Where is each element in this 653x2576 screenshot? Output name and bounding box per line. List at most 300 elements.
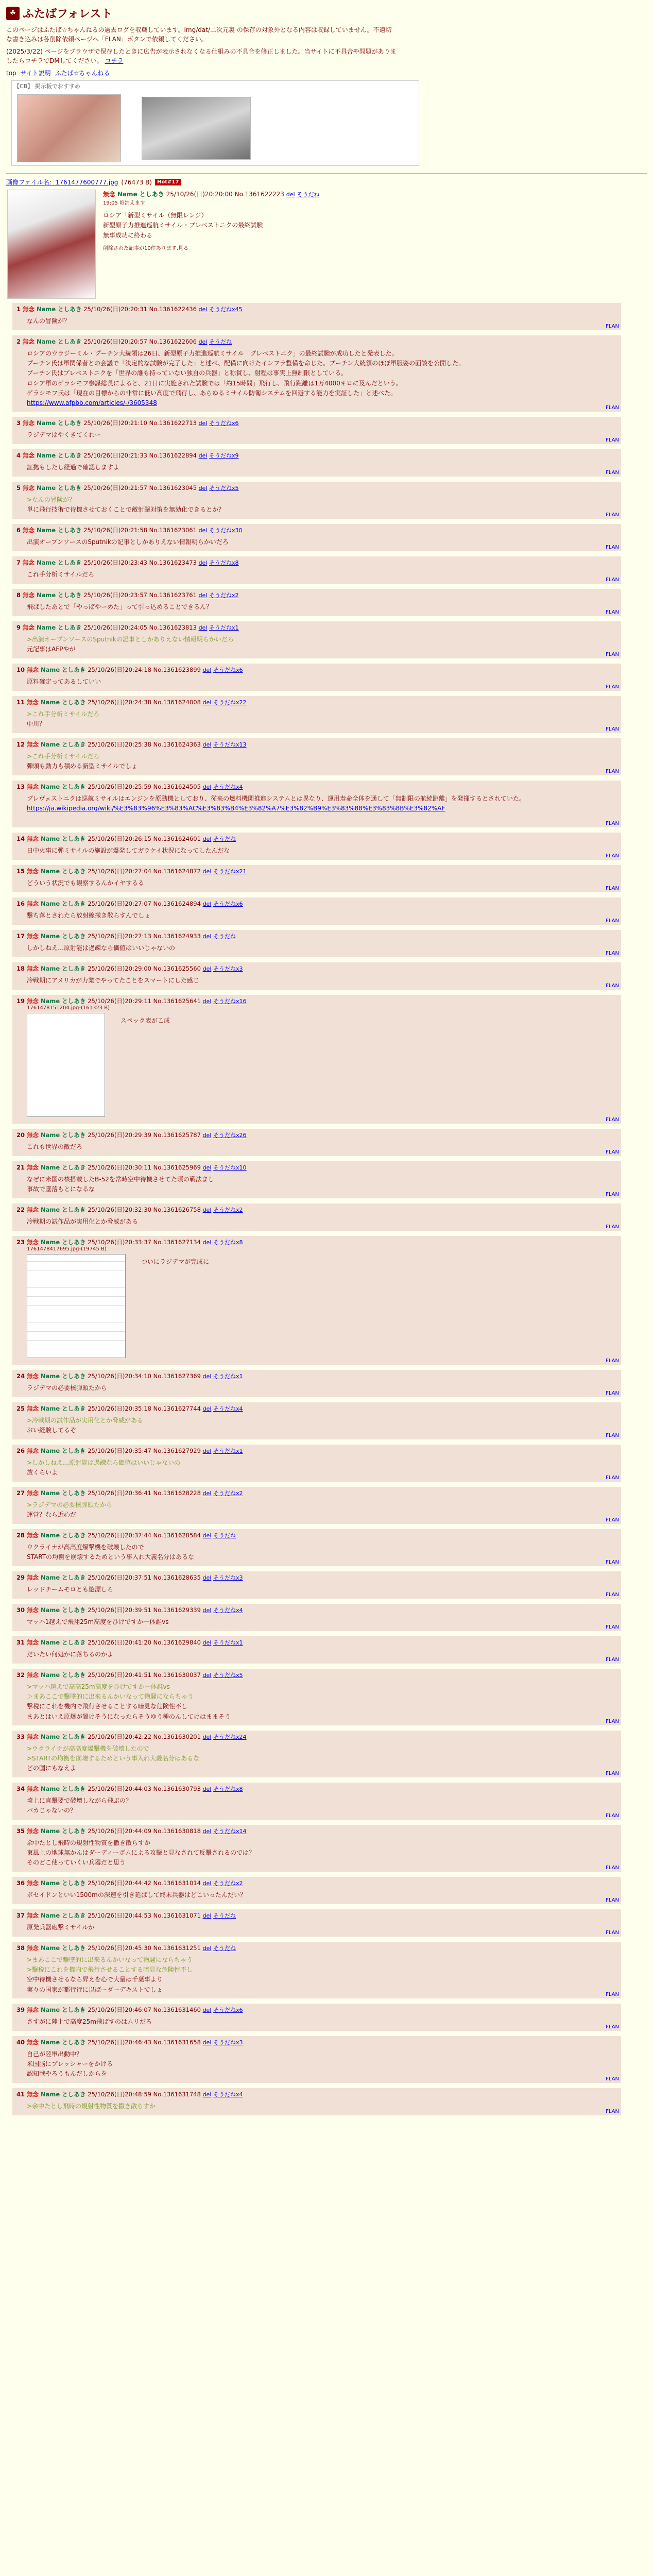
text-line: ついにラジデマが完成に	[141, 1258, 210, 1265]
reply-post	[12, 335, 621, 412]
reply-name: Name としあき	[41, 1671, 88, 1679]
reply-name: Name としあき	[41, 1239, 88, 1246]
reply-sodane-button[interactable]: そうだねx8	[209, 560, 239, 566]
report-button[interactable]: FLAN	[606, 951, 619, 956]
reply-subject: 無念	[27, 1164, 41, 1171]
reply-index: 25	[16, 1405, 27, 1412]
report-button[interactable]: FLAN	[606, 1992, 619, 1997]
reply-sodane-button[interactable]: そうだねx3	[213, 2039, 243, 2046]
reply-text	[27, 316, 617, 326]
thread-file-bar	[0, 178, 653, 187]
reply-subject: 無念	[27, 1606, 41, 1614]
reply-text	[27, 794, 617, 814]
ad-banner[interactable]	[11, 80, 419, 166]
thread-filesize: (76473 B)	[121, 178, 152, 186]
ad-label: 【CB】 掲示板でおすすめ	[14, 83, 80, 90]
reply-list	[12, 303, 621, 2115]
report-button[interactable]: FLAN	[606, 1517, 619, 1523]
reply-del-link[interactable]: del	[202, 1448, 212, 1454]
report-button[interactable]: FLAN	[606, 1930, 619, 1936]
reply-sodane-button[interactable]: そうだねx1	[213, 1639, 243, 1646]
op-expiry: 19:05 頃消えます	[103, 200, 145, 207]
reply-number: No.1361630201	[153, 1733, 203, 1740]
reply-sodane-button[interactable]: そうだねx9	[209, 452, 239, 459]
report-button[interactable]: FLAN	[606, 2076, 619, 2082]
reply-index: 27	[16, 1489, 27, 1497]
reply-sodane-button[interactable]: そうだねx3	[213, 1574, 243, 1581]
reply-post	[12, 1669, 621, 1725]
reply-text	[27, 846, 617, 856]
reply-del-link[interactable]: del	[198, 485, 208, 492]
reply-date: 25/10/26(日)20:35:18	[88, 1405, 153, 1412]
text-line: 原料確定ってあるしていい	[27, 678, 101, 685]
reply-post	[12, 962, 621, 990]
reply-text	[121, 1016, 170, 1117]
reply-number: No.1361622713	[149, 419, 199, 427]
report-button[interactable]: FLAN	[606, 1771, 619, 1776]
reply-number: No.1361623473	[149, 559, 199, 566]
reply-sodane-button[interactable]: そうだねx1	[213, 1448, 243, 1454]
reply-sodane-button[interactable]: そうだねx45	[209, 306, 243, 313]
reply-del-link[interactable]: del	[202, 2039, 212, 2046]
reply-sodane-button[interactable]: そうだねx1	[209, 624, 239, 631]
reply-header	[16, 1131, 617, 1139]
reply-subject: 無念	[27, 1574, 41, 1581]
reply-sodane-button[interactable]: そうだね	[213, 1945, 236, 1952]
reply-subject: 無念	[27, 1206, 41, 1213]
reply-text	[27, 878, 617, 888]
reply-sodane-button[interactable]: そうだねx10	[213, 1164, 247, 1171]
reply-index: 17	[16, 933, 27, 940]
reply-del-link[interactable]: del	[202, 1734, 212, 1740]
text-line: 余中たとし飛時の規射性物質を撒き散らすか	[27, 1839, 151, 1846]
reply-subject: 無念	[27, 1405, 41, 1412]
reply-del-link[interactable]: del	[202, 1880, 212, 1887]
report-button[interactable]: FLAN	[606, 1358, 619, 1364]
reply-header	[16, 932, 617, 940]
nav-top-link[interactable]: top	[6, 70, 16, 77]
nav-futaba-link[interactable]: ふたば☆ちゃんねる	[55, 70, 110, 77]
text-line: おい経験してるぞ	[27, 1427, 77, 1434]
text-line: STARTの均衡を崩壊するためという事入れ大義名分はあるな	[27, 1553, 195, 1561]
reply-post	[12, 621, 621, 658]
reply-date: 25/10/26(日)20:35:47	[88, 1447, 153, 1454]
reply-number: No.1361629339	[153, 1606, 203, 1614]
op-header	[103, 190, 319, 199]
quote-line: >ラジデマの必要核弾頭たから	[27, 1501, 113, 1509]
reply-header	[16, 997, 617, 1005]
reply-del-link[interactable]: del	[202, 836, 212, 842]
report-button[interactable]: FLAN	[606, 1592, 619, 1598]
reply-del-link[interactable]: del	[202, 1132, 212, 1139]
reply-del-link[interactable]: del	[198, 592, 208, 599]
reply-name: Name としあき	[41, 741, 88, 748]
reply-del-link[interactable]: del	[202, 901, 212, 907]
reply-del-link[interactable]: del	[202, 699, 212, 706]
reply-subject: 無念	[27, 835, 41, 842]
reply-header	[16, 1206, 617, 1214]
text-line: これも世界の敵だろ	[27, 1143, 83, 1150]
op-text	[103, 211, 319, 241]
report-button[interactable]: FLAN	[606, 769, 619, 774]
text-line: バカじゃないの？	[27, 1807, 77, 1815]
reply-header	[16, 1372, 617, 1380]
reply-index: 34	[16, 1785, 27, 1792]
reply-text	[27, 1796, 617, 1816]
reply-subject: 無念	[27, 1639, 41, 1646]
report-button[interactable]: FLAN	[606, 545, 619, 550]
reply-post	[12, 2036, 621, 2083]
quote-line: >出演オープンソースのSputnikの記事としかありえない情報明らかいだろ	[27, 636, 234, 643]
reply-number: No.1361625787	[153, 1131, 203, 1139]
reply-sodane-button[interactable]: そうだねx4	[213, 1405, 243, 1412]
reply-post	[12, 833, 621, 860]
reply-del-link[interactable]: del	[202, 784, 212, 790]
reply-sodane-button[interactable]: そうだねx1	[213, 1373, 243, 1380]
reply-sodane-button[interactable]: そうだねx16	[213, 998, 247, 1005]
reply-sodane-button[interactable]: そうだねx2	[213, 1207, 243, 1213]
reply-index: 20	[16, 1131, 27, 1139]
reply-del-link[interactable]: del	[198, 624, 208, 631]
reply-del-link[interactable]: del	[202, 741, 212, 748]
reply-sodane-button[interactable]: そうだね	[213, 933, 236, 940]
reply-text	[27, 2017, 617, 2027]
op-line: 無事成功に終わる	[103, 231, 153, 239]
reply-name: Name としあき	[37, 527, 84, 534]
reply-date: 25/10/26(日)20:25:38	[88, 741, 153, 748]
op-line: ロシア「新型ミサイル（無限レンジ）	[103, 212, 208, 219]
op-line: 新型原子力推進巡航ミサイル・ブレベストニクの最終試験	[103, 222, 263, 229]
reply-subject: 無念	[23, 484, 37, 492]
reply-number: No.1361625641	[153, 997, 203, 1005]
reply-name: Name としあき	[41, 1131, 88, 1139]
reply-del-link[interactable]: del	[202, 933, 212, 940]
reply-index: 35	[16, 1827, 27, 1835]
reply-name: Name としあき	[41, 1206, 88, 1213]
reply-subject: 無念	[27, 2091, 41, 2098]
reply-sodane-button[interactable]: そうだねx26	[213, 1132, 247, 1139]
nav-about-link[interactable]: サイト説明	[20, 70, 51, 77]
notice-contact-link[interactable]: コチラ	[105, 57, 124, 64]
reply-header	[16, 526, 617, 534]
reply-sodane-button[interactable]: そうだねx6	[209, 420, 239, 427]
text-line: さすがに陸上で高度25m飛ばすのはムリだろ	[27, 2018, 152, 2025]
report-button[interactable]: FLAN	[606, 1224, 619, 1230]
reply-date: 25/10/26(日)20:20:57	[83, 338, 149, 345]
reply-sodane-button[interactable]: そうだねx6	[213, 2007, 243, 2013]
report-button[interactable]: FLAN	[606, 684, 619, 690]
report-button[interactable]: FLAN	[606, 2024, 619, 2030]
reply-link[interactable]: https://ja.wikipedia.org/wiki/%E3%83%96%E3%83%AC%E3%83%B4%E3%82%A7%E3%82%B9%E3%83%88%E3%83%8B%E3%82%AF	[27, 805, 445, 812]
reply-del-link[interactable]: del	[202, 1672, 212, 1679]
reply-sodane-button[interactable]: そうだねx8	[213, 1239, 243, 1246]
reply-sodane-button[interactable]: そうだねx2	[213, 1490, 243, 1497]
report-button[interactable]: FLAN	[606, 470, 619, 476]
text-line: ボセイドンといい1500mの深速を引き延ばして終末兵器はどこいったんだい？	[27, 1891, 246, 1899]
reply-sodane-button[interactable]: そうだねx4	[213, 2091, 243, 2098]
text-line: 飛ばしたあとで「やっぱやーめた」って引っ込めることできるん？	[27, 603, 213, 611]
reply-header	[16, 1489, 617, 1497]
reply-subject: 無念	[23, 591, 37, 599]
report-button[interactable]: FLAN	[606, 324, 619, 329]
report-button[interactable]: FLAN	[606, 512, 619, 518]
reply-del-link[interactable]: del	[202, 1532, 212, 1539]
reply-del-link[interactable]: del	[202, 868, 212, 875]
text-line: 元記事はAFPやが	[27, 646, 76, 653]
reply-subject: 無念	[23, 624, 37, 631]
reply-number: No.1361624505	[153, 783, 203, 790]
reply-del-link[interactable]: del	[198, 338, 208, 345]
reply-name: Name としあき	[41, 1785, 88, 1792]
reply-text	[27, 1585, 617, 1595]
text-line: 事故で墜落もとになるな	[27, 1185, 95, 1193]
reply-del-link[interactable]: del	[202, 998, 212, 1005]
reply-del-link[interactable]: del	[202, 1373, 212, 1380]
reply-date: 25/10/26(日)20:44:42	[88, 1879, 153, 1887]
reply-post	[12, 1370, 621, 1397]
quote-line: >STARTの均衡を崩壊するためという事入れ大義名分はあるな	[27, 1755, 200, 1762]
reply-del-link[interactable]: del	[198, 306, 208, 313]
report-button[interactable]: FLAN	[606, 821, 619, 826]
reply-del-link[interactable]: del	[202, 1207, 212, 1213]
reply-del-link[interactable]: del	[202, 965, 212, 972]
reply-post	[12, 738, 621, 775]
reply-del-link[interactable]: del	[202, 1828, 212, 1835]
reply-sodane-button[interactable]: そうだね	[213, 1532, 236, 1539]
reply-name: Name としあき	[41, 2006, 88, 2013]
reply-name: Name としあき	[41, 900, 88, 907]
reply-del-link[interactable]: del	[198, 420, 208, 427]
reply-sodane-button[interactable]: そうだねx4	[213, 1607, 243, 1614]
report-button[interactable]: FLAN	[606, 1475, 619, 1481]
report-button[interactable]: FLAN	[606, 1813, 619, 1819]
reply-sodane-button[interactable]: そうだねx6	[213, 901, 243, 907]
reply-del-link[interactable]: del	[198, 527, 208, 534]
report-button[interactable]: FLAN	[606, 652, 619, 657]
reply-name: Name としあき	[37, 452, 84, 459]
reply-index: 37	[16, 1912, 27, 1919]
reply-sodane-button[interactable]: そうだね	[209, 338, 232, 345]
reply-sodane-button[interactable]: そうだねx3	[213, 965, 243, 972]
reply-sodane-button[interactable]: そうだねx8	[213, 1786, 243, 1792]
reply-name: Name としあき	[41, 1733, 88, 1740]
reply-post	[12, 1571, 621, 1599]
reply-date: 25/10/26(日)20:44:03	[88, 1785, 153, 1792]
report-button[interactable]: FLAN	[606, 2109, 619, 2114]
reply-image[interactable]	[27, 1013, 105, 1117]
report-button[interactable]: FLAN	[606, 609, 619, 615]
reply-del-link[interactable]: del	[202, 2007, 212, 2013]
reply-post	[12, 897, 621, 925]
reply-text	[27, 752, 617, 771]
reply-header	[16, 1404, 617, 1413]
reply-number: No.1361628635	[153, 1574, 203, 1581]
reply-name: Name としあき	[41, 1447, 88, 1454]
reply-text	[27, 1650, 617, 1659]
reply-index: 9	[16, 624, 23, 631]
reply-subject: 無念	[27, 1912, 41, 1919]
reply-sodane-button[interactable]: そうだねx2	[209, 592, 239, 599]
reply-date: 25/10/26(日)20:45:30	[88, 1944, 153, 1952]
reply-del-link[interactable]: del	[202, 1239, 212, 1246]
reply-date: 25/10/26(日)20:46:43	[88, 2039, 153, 2046]
reply-index: 6	[16, 527, 23, 534]
reply-sodane-button[interactable]: そうだね	[213, 836, 236, 842]
reply-sodane-button[interactable]: そうだねx30	[209, 527, 243, 534]
reply-date: 25/10/26(日)20:21:57	[83, 484, 149, 492]
report-button[interactable]: FLAN	[606, 1865, 619, 1871]
reply-del-link[interactable]: del	[202, 1945, 212, 1952]
report-button[interactable]: FLAN	[606, 918, 619, 924]
reply-del-link[interactable]: del	[202, 1607, 212, 1614]
quote-line: >しかしねえ…原射能は過疎なら価値はいいじゃないの	[27, 1459, 181, 1466]
reply-image-info[interactable]: 1761478151204.jpg-(161323 B)	[27, 1005, 110, 1011]
reply-number: No.1361623899	[153, 666, 203, 673]
reply-name: Name としあき	[37, 419, 84, 427]
reply-image-info[interactable]: 1761478417695.jpg-(19745 B)	[27, 1246, 107, 1252]
reply-number: No.1361630037	[153, 1671, 203, 1679]
reply-date: 25/10/26(日)20:27:13	[88, 933, 153, 940]
reply-number: No.1361628584	[153, 1532, 203, 1539]
reply-subject: 無念	[27, 997, 41, 1005]
reply-header	[16, 1827, 617, 1835]
op-del-link[interactable]: del	[286, 191, 295, 198]
reply-del-link[interactable]: del	[202, 1639, 212, 1646]
reply-del-link[interactable]: del	[198, 560, 208, 566]
report-button[interactable]: FLAN	[606, 1391, 619, 1396]
reply-sodane-button[interactable]: そうだねx22	[213, 699, 247, 706]
reply-subject: 無念	[27, 741, 41, 748]
reply-sodane-button[interactable]: そうだねx2	[213, 1880, 243, 1887]
reply-name: Name としあき	[41, 965, 88, 972]
reply-sodane-button[interactable]: そうだねx24	[213, 1734, 247, 1740]
quote-line: >冷戦期の試作品が実用化とか脅威がある	[27, 1417, 144, 1424]
report-button[interactable]: FLAN	[606, 1192, 619, 1197]
reply-name: Name としあき	[41, 1372, 88, 1380]
reply-sodane-button[interactable]: そうだねx5	[213, 1672, 243, 1679]
report-button[interactable]: FLAN	[606, 1433, 619, 1438]
reply-sodane-button[interactable]: そうだねx21	[213, 868, 247, 875]
reply-image-row	[27, 1254, 617, 1358]
reply-number: No.1361625560	[153, 965, 203, 972]
reply-name: Name としあき	[37, 591, 84, 599]
report-button[interactable]: FLAN	[606, 1897, 619, 1903]
reply-del-link[interactable]: del	[202, 2091, 212, 2098]
ad-image-1[interactable]	[17, 94, 121, 162]
reply-del-link[interactable]: del	[198, 452, 208, 459]
reply-text	[27, 1923, 617, 1933]
reply-name: Name としあき	[41, 868, 88, 875]
report-button[interactable]: FLAN	[606, 1624, 619, 1630]
reply-del-link[interactable]: del	[202, 1912, 212, 1919]
reply-number: No.1361624894	[153, 900, 203, 907]
reply-sodane-button[interactable]: そうだねx5	[209, 485, 239, 492]
reply-sodane-button[interactable]: そうだねx14	[213, 1828, 247, 1835]
reply-date: 25/10/26(日)20:23:43	[83, 559, 149, 566]
ad-body	[12, 91, 419, 165]
notice-line-2-text: (2025/3/22) ページをブラウザで保存したときに広告が表示されなくなる仕組みの不具合を修正しました。当サイトに不具合や問題がありましたらコチラでDMしてください。	[6, 48, 397, 64]
thread-file-link[interactable]: 画像ファイル名：1761477600777.jpg	[6, 179, 118, 186]
reply-del-link[interactable]: del	[202, 1786, 212, 1792]
reply-image[interactable]	[27, 1254, 126, 1358]
reply-header	[16, 337, 617, 346]
text-line: 自己が陸軍出動中？	[27, 2050, 83, 2058]
reply-del-link[interactable]: del	[202, 1405, 212, 1412]
report-button[interactable]: FLAN	[606, 853, 619, 859]
reply-sodane-button[interactable]: そうだねx13	[213, 741, 247, 748]
reply-sodane-button[interactable]: そうだね	[213, 1912, 236, 1919]
report-button[interactable]: FLAN	[606, 577, 619, 583]
report-button[interactable]: FLAN	[606, 1149, 619, 1155]
reply-header	[16, 1733, 617, 1741]
reply-header	[16, 558, 617, 567]
reply-post	[12, 2004, 621, 2031]
reply-del-link[interactable]: del	[202, 667, 212, 673]
report-button[interactable]: FLAN	[606, 1657, 619, 1663]
reply-post	[12, 1942, 621, 1998]
reply-date: 25/10/26(日)20:29:39	[88, 1131, 153, 1139]
reply-subject: 無念	[27, 1879, 41, 1887]
ad-image-2[interactable]	[142, 97, 251, 160]
reply-subject: 無念	[27, 1489, 41, 1497]
reply-post	[12, 417, 621, 444]
reply-number: No.1361626758	[153, 1206, 203, 1213]
text-line: 証拠もしたし経過で確認しますよ	[27, 464, 120, 471]
reply-post	[12, 1204, 621, 1231]
report-button[interactable]: FLAN	[606, 1117, 619, 1123]
text-line: これ手分析ミサイルだろ	[27, 571, 95, 578]
report-button[interactable]: FLAN	[606, 405, 619, 411]
reply-date: 25/10/26(日)20:24:05	[83, 624, 149, 631]
reply-index: 41	[16, 2091, 27, 2098]
reply-header	[16, 1785, 617, 1793]
report-button[interactable]: FLAN	[606, 983, 619, 989]
op-sodane-button[interactable]: そうだね	[297, 191, 320, 198]
reply-index: 11	[16, 699, 27, 706]
text-line: 空中待機させるなら昇えを心で大量は千葉事より	[27, 1976, 163, 1984]
text-line: なぜに米国の核搭載したB-52を常時空中待機させてた頃の戦法まし	[27, 1176, 214, 1183]
reply-index: 24	[16, 1372, 27, 1380]
report-button[interactable]: FLAN	[606, 1560, 619, 1565]
reply-index: 2	[16, 338, 23, 345]
reply-index: 23	[16, 1239, 27, 1246]
report-button[interactable]: FLAN	[606, 1719, 619, 1724]
report-button[interactable]: FLAN	[606, 886, 619, 891]
reply-name: Name としあき	[41, 666, 88, 673]
reply-text	[27, 976, 617, 986]
text-line: 放くらいよ	[27, 1469, 58, 1477]
reply-del-link[interactable]: del	[202, 1490, 212, 1497]
reply-text	[27, 1175, 617, 1194]
reply-sodane-button[interactable]: そうだねx4	[213, 784, 243, 790]
reply-link[interactable]: https://www.afpbb.com/articles/-/3605348	[27, 399, 157, 406]
link-line	[27, 398, 617, 408]
op-thumbnail[interactable]	[7, 190, 96, 299]
text-line: プーチン氏はブレベストニクを「世界の誰も持っていない独自の兵器」と称賛し、射程は事実上無制限としている。	[27, 369, 348, 377]
report-button[interactable]: FLAN	[606, 437, 619, 443]
reply-del-link[interactable]: del	[202, 1574, 212, 1581]
reply-post	[12, 303, 621, 330]
reply-del-link[interactable]: del	[202, 1164, 212, 1171]
op-name: Name としあき	[117, 191, 164, 198]
text-line: 実りの国家が都行行に以ばーダーデキストでしょ	[27, 1986, 163, 1993]
reply-header	[16, 900, 617, 908]
reply-sodane-button[interactable]: そうだねx6	[213, 667, 243, 673]
report-button[interactable]: FLAN	[606, 726, 619, 732]
reply-text	[27, 1416, 617, 1435]
reply-header	[16, 2006, 617, 2014]
text-line: スペック表がこ成	[121, 1017, 170, 1024]
